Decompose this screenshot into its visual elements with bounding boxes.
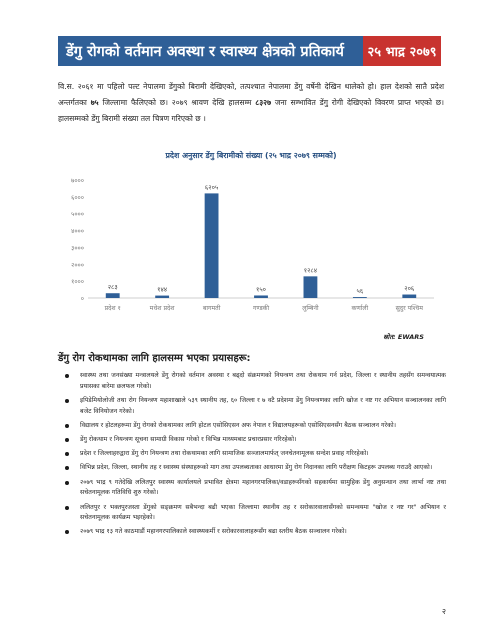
bar (304, 276, 318, 298)
list-item: विद्यालय र होटलहरूमा डेंगु रोगको रोकथामका लागि होटल एसोसिएसन अफ नेपाल र विद्यालयहरूको एसोसिएसनसँग बैठक सञ्चालन गरेको। (58, 421, 446, 432)
data-label: १४४ (157, 285, 168, 294)
page-number: २ (441, 607, 446, 616)
bar (205, 193, 219, 298)
intro-text-2: जिल्लामा फैलिएको छ। २०७९ श्रावण देखि हालसम्म (98, 97, 256, 107)
y-tick-label: ० (80, 295, 84, 303)
x-tick-label: लुम्बिनी (302, 305, 319, 312)
bar (254, 295, 268, 298)
district-count: ७५ (90, 97, 99, 107)
y-tick-label: ५००० (71, 211, 84, 219)
data-label: १५० (256, 285, 266, 294)
list-item: इपिडेमियोलोजी तथा रोग नियन्त्रण महाशाखाले ५३९ स्थानीय तह, ६० जिल्ला र ७ वटै प्रदेशमा डेंगु नियन्त्रणका लागि खोज र नष्ट गर अभियान सञ्चालनका लागि बजेट विनियोजन गरेको। (58, 396, 446, 417)
y-tick-label: ६००० (71, 194, 84, 202)
section-title: डेंगु रोग रोकथामका लागि हालसम्म भएका प्रयासहरू: (58, 353, 251, 364)
bar-chart (58, 166, 444, 326)
data-label: २८३ (107, 283, 118, 292)
list-item: प्रदेश र जिल्लाहरुद्वारा डेंगु रोग नियन्त्रण तथा रोकथामका लागि सामाजिक सञ्जालमार्फत् जनचेतनामूलक सन्देश प्रवाह गरिरहेको। (58, 449, 446, 460)
intro-paragraph (58, 79, 444, 126)
x-tick-label: बागमती (202, 305, 221, 312)
list-item: ललितपुर र भक्तपुरजस्ता डेंगुको सङ्क्रमण सबैभन्दा बढी भएका जिल्लामा स्थानीय तह र सरोकारवालासँगको समन्वयमा "खोज र नष्ट गर" अभियान र सचेतनामूलक कार्यक्रम भइरहेको। (58, 503, 446, 524)
bar (402, 295, 416, 298)
bar (155, 296, 169, 298)
data-label: ५६ (356, 287, 364, 296)
x-tick-label: सुदुर पश्चिम (395, 305, 423, 312)
x-tick-label: प्रदेश १ (104, 305, 121, 312)
bar (106, 293, 120, 298)
y-tick-label: ३००० (71, 244, 84, 252)
x-tick-label: गण्डकी (252, 305, 270, 312)
source-note: स्रोत: EWARS (383, 333, 424, 341)
header-date: २५ भाद्र २०७९ (363, 36, 441, 66)
page-title: डेंगु रोगको वर्तमान अवस्था र स्वास्थ्य क्षेत्रको प्रतिकार्य (58, 36, 363, 66)
y-tick-label: ७००० (71, 177, 84, 185)
bar (353, 297, 367, 298)
intro-text-1: वि.स. २०६१ मा पहिलो पल्ट नेपालमा डेंगुको बिरामी देखिएको, तत्पश्चात नेपालमा डेंगु वर्षेनी देखिन थालेको हो। हाल देशको सातै प्रदेश अन्तर्गतका (58, 82, 444, 107)
page-header (58, 36, 441, 66)
list-item: स्वास्थ्य तथा जनसंख्या मन्त्रालयले डेंगु रोगको वर्तमान अवस्था र बढ्दो संक्रमणको नियन्त्रण तथा रोकथाम गर्न प्रदेश, जिल्ला र स्थानीय तहसँग समन्वयात्मक प्रयासका बारेमा छलफल गरेको। (58, 371, 446, 392)
y-tick-label: २००० (71, 261, 84, 269)
list-item: २०७९ भाद्र १३ गते काठमाडौं महानगरपालिकाले स्वास्थ्यकर्मी र सरोकारवालाहरूसँग बढा स्तरीय बैठक सञ्चालन गरेको। (58, 527, 446, 538)
efforts-list (58, 371, 446, 542)
patient-count: ८३२७ (255, 97, 272, 107)
list-item: डेंगु रोकथाम र नियन्त्रण सूचना सामाग्री विकास गरेको र विभिन्न माध्यमबाट प्रचारप्रसार गरिरहेको। (58, 435, 446, 446)
data-label: २०६ (404, 284, 415, 293)
x-tick-label: मधेश प्रदेश (149, 305, 175, 312)
list-item: विभिन्न प्रदेश, जिल्ला, स्थानीय तह र स्वास्थ्य संस्थाहरूको माग तथा उपलब्धताका आधारमा डेंगु रोग निदानका लागि परीक्षण किटहरू उपलब्ध गराउदै आएको। (58, 463, 446, 474)
y-tick-label: १००० (71, 278, 84, 286)
data-label: ६२०५ (204, 183, 219, 192)
intro-text-3: जना सम्भावित डेंगु रोगी देखिएको विवरण प्राप्त भएको छ। हालसम्मको डेंगु बिरामी संख्या तल चित्रण गरिएको छ । (58, 97, 445, 123)
list-item: २०७९ भाद्र ९ गतेदेखि ललितपुर स्वास्थ्य कार्यालयले प्रभावित क्षेत्रमा महानगरपालिका/वडाहरूसँगको सहकार्यमा सामुहिक डेंगु अनुसन्धान तथा लार्भा नष्ट तथा सचेतनामूलक गतिविधि शुरु गरेको। (58, 478, 446, 499)
y-tick-label: ४००० (71, 228, 84, 236)
x-tick-label: कर्णाली (351, 305, 369, 312)
chart-title: प्रदेश अनुसार डेंगु बिरामीको संख्या (२५ भाद्र २०७९ सम्मको) (165, 151, 337, 160)
data-label: १२८४ (303, 266, 318, 275)
